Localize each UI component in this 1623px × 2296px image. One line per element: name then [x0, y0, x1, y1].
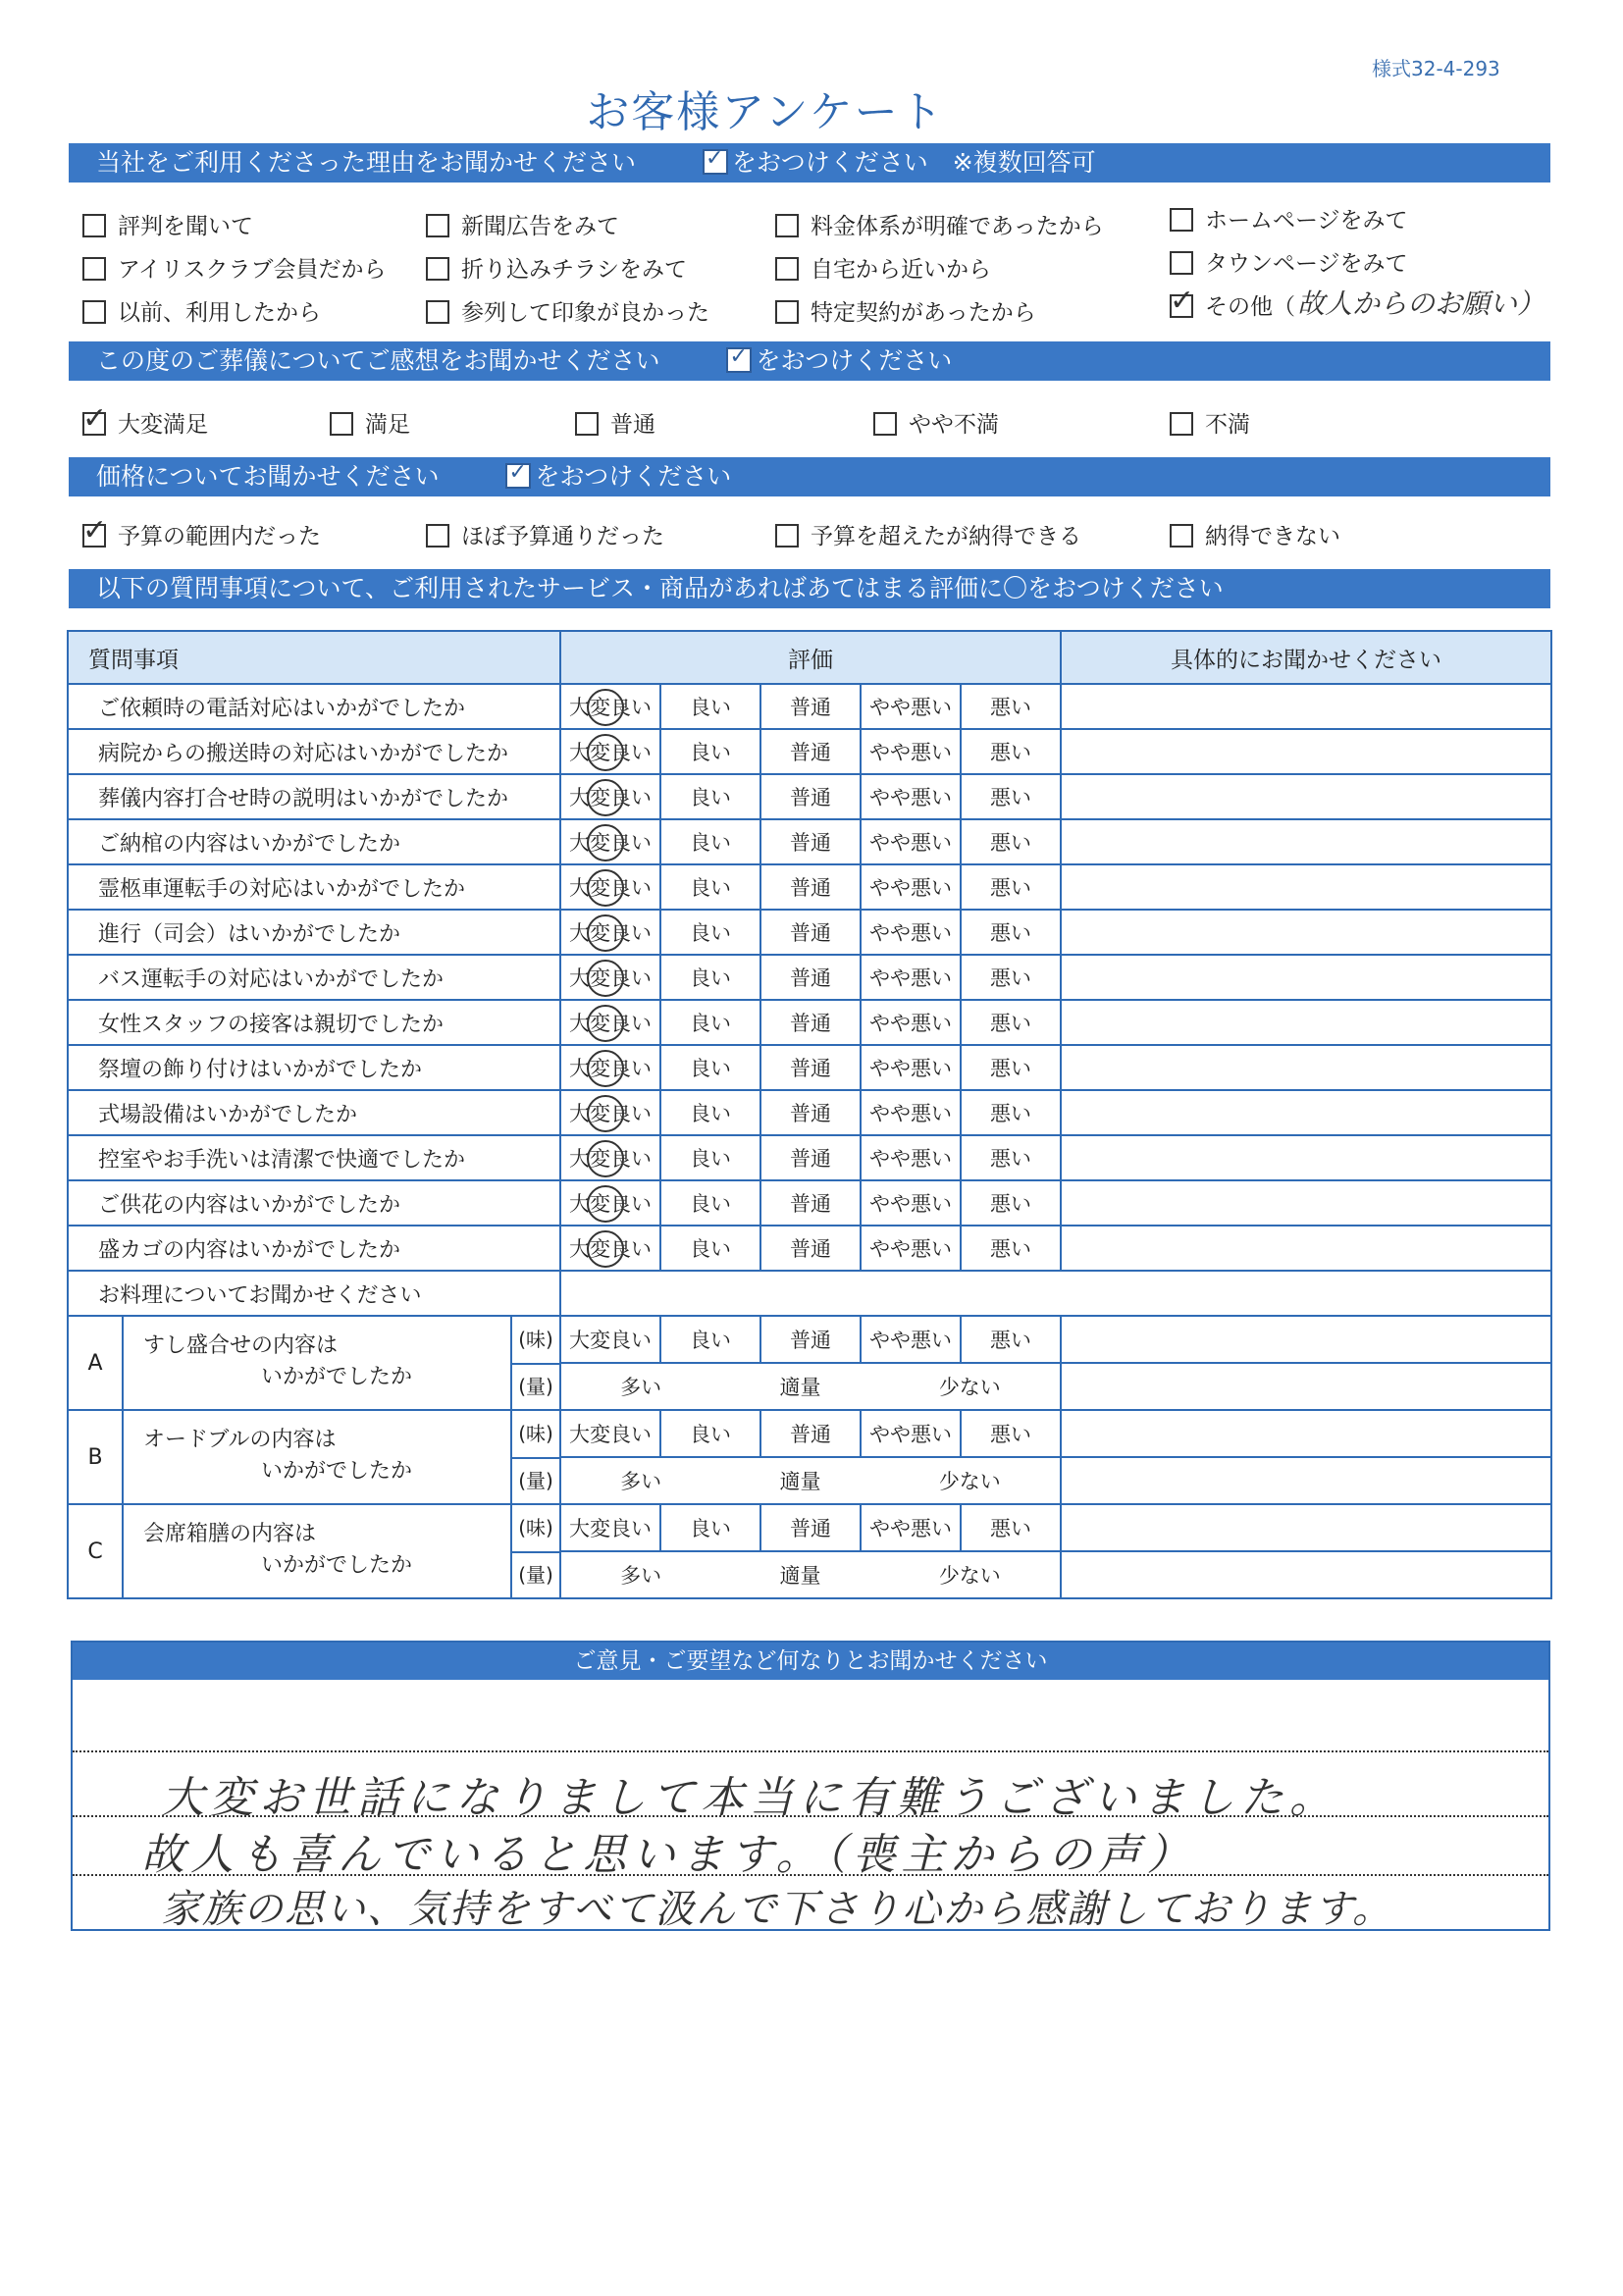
comment-cell[interactable] — [1061, 729, 1551, 774]
option-item[interactable] — [775, 208, 1104, 240]
option-item[interactable] — [1170, 245, 1408, 278]
rating-option[interactable]: 悪い — [961, 1090, 1061, 1135]
checkbox[interactable] — [82, 257, 106, 281]
rating-option[interactable]: 良い — [660, 1410, 760, 1457]
option-item[interactable] — [873, 406, 999, 439]
section-impression-header: この度のご葬儀についてご感想をお聞かせください ✓ をおつけください — [69, 341, 1550, 381]
option-label: 評判を聞いて — [118, 214, 253, 239]
rating-option[interactable]: やや悪い — [861, 910, 961, 955]
table-row — [68, 819, 1551, 864]
question-text: 葬儀内容打合せ時の説明はいかがでしたか — [68, 774, 560, 819]
food-section-header: お料理についてお聞かせください — [68, 1271, 560, 1316]
checkbox[interactable] — [1170, 294, 1193, 318]
rating-option[interactable]: 良い — [660, 1180, 760, 1226]
rating-option[interactable]: 悪い — [961, 819, 1061, 864]
rating-option[interactable]: 悪い — [961, 1316, 1061, 1363]
rating-option[interactable]: 普通 — [760, 1316, 861, 1363]
table-row — [68, 1045, 1551, 1090]
checkmark-icon — [726, 347, 752, 373]
comment-line-1: 大変お世話になりまして本当に有難うございました。 — [161, 1773, 1338, 1823]
amount-option[interactable]: 多い — [620, 1376, 662, 1399]
checkbox[interactable] — [575, 412, 599, 436]
checkbox[interactable] — [82, 214, 106, 237]
comment-cell[interactable] — [1061, 819, 1551, 864]
question-text: ご供花の内容はいかがでしたか — [68, 1180, 560, 1226]
comment-cell[interactable] — [1061, 1551, 1551, 1598]
food-label: B — [69, 1411, 124, 1503]
checkbox[interactable] — [775, 524, 799, 548]
rating-option[interactable]: 大変良い — [560, 1000, 660, 1045]
comment-cell[interactable] — [1061, 955, 1551, 1000]
checkbox[interactable] — [426, 524, 449, 548]
rating-option[interactable]: 良い — [660, 1000, 760, 1045]
rating-option[interactable]: 悪い — [961, 774, 1061, 819]
rating-option[interactable]: 大変良い — [560, 1090, 660, 1135]
option-item[interactable] — [426, 294, 709, 327]
col-question-header: 質問事項 — [68, 631, 560, 684]
option-item[interactable] — [775, 251, 991, 284]
rating-option[interactable]: 大変良い — [560, 819, 660, 864]
comment-cell[interactable] — [1061, 1363, 1551, 1410]
table-row — [68, 910, 1551, 955]
table-row — [68, 1135, 1551, 1180]
rating-option[interactable]: 大変良い — [560, 1316, 660, 1363]
amount-option[interactable]: 少ない — [938, 1470, 1001, 1493]
rating-option[interactable]: 悪い — [961, 1410, 1061, 1457]
comment-header: ご意見・ご要望など何なりとお聞かせください — [73, 1643, 1548, 1680]
food-text-line2: いかがでしたか — [261, 1553, 413, 1578]
rating-option[interactable]: 普通 — [760, 1504, 861, 1551]
checkbox[interactable] — [82, 412, 106, 436]
rating-option[interactable]: 普通 — [760, 955, 861, 1000]
option-item[interactable] — [775, 518, 1081, 550]
checkbox[interactable] — [1170, 524, 1193, 548]
rating-option[interactable]: やや悪い — [861, 1090, 961, 1135]
question-text: 進行（司会）はいかがでしたか — [68, 910, 560, 955]
rating-option[interactable]: 悪い — [961, 1180, 1061, 1226]
option-item[interactable] — [1170, 406, 1250, 439]
comment-cell[interactable] — [1061, 1135, 1551, 1180]
table-row — [68, 1000, 1551, 1045]
checkbox[interactable] — [82, 524, 106, 548]
rating-option[interactable]: 悪い — [961, 910, 1061, 955]
rating-option[interactable]: 良い — [660, 955, 760, 1000]
table-row — [68, 1271, 1551, 1316]
rating-option[interactable]: やや悪い — [861, 1410, 961, 1457]
rating-option[interactable]: 普通 — [760, 1045, 861, 1090]
question-text: ご依頼時の電話対応はいかがでしたか — [68, 684, 560, 729]
food-question — [68, 1316, 560, 1410]
food-label: C — [69, 1505, 124, 1597]
food-text-line2: いかがでしたか — [261, 1365, 413, 1389]
rating-option[interactable]: やや悪い — [861, 684, 961, 729]
option-label: 料金体系が明確であったから — [811, 214, 1104, 239]
col-comment-header: 具体的にお聞かせください — [1061, 631, 1551, 684]
option-item[interactable] — [426, 518, 664, 550]
taste-label: (味) — [512, 1505, 559, 1553]
checkbox[interactable] — [82, 300, 106, 324]
question-text: ご納棺の内容はいかがでしたか — [68, 819, 560, 864]
option-item[interactable] — [330, 406, 410, 439]
option-label: 大変満足 — [118, 412, 208, 438]
table-row — [68, 729, 1551, 774]
question-text: 祭壇の飾り付けはいかがでしたか — [68, 1045, 560, 1090]
food-question — [68, 1410, 560, 1504]
rating-option[interactable]: 普通 — [760, 1135, 861, 1180]
checkbox[interactable] — [873, 412, 897, 436]
rating-option[interactable]: 悪い — [961, 684, 1061, 729]
rating-option[interactable]: やや悪い — [861, 729, 961, 774]
option-label: タウンページをみて — [1205, 251, 1408, 277]
checkbox[interactable] — [1170, 412, 1193, 436]
divider — [73, 1750, 1548, 1752]
rating-option[interactable]: 良い — [660, 819, 760, 864]
rating-option[interactable]: 普通 — [760, 774, 861, 819]
option-label: 満足 — [365, 412, 410, 438]
comment-line-3: 家族の思い、気持をすべて汲んで下さり心から感謝しております。 — [161, 1887, 1393, 1932]
rating-option[interactable]: 普通 — [760, 1090, 861, 1135]
comment-cell[interactable] — [1061, 684, 1551, 729]
comment-line-2: 故人も喜んでいると思います。（喪主からの声） — [141, 1830, 1196, 1880]
rating-option[interactable]: 良い — [660, 910, 760, 955]
rating-option[interactable]: 大変良い — [560, 955, 660, 1000]
page-title: お客様アンケート — [586, 87, 945, 137]
other-reason-handwritten: 故人からのお願い） — [1297, 287, 1545, 320]
question-text: 盛カゴの内容はいかがでしたか — [68, 1226, 560, 1271]
amount-label: (量) — [518, 1375, 553, 1398]
rating-option[interactable]: やや悪い — [861, 819, 961, 864]
rating-option[interactable]: やや悪い — [861, 1135, 961, 1180]
comment-cell[interactable] — [1061, 1316, 1551, 1363]
taste-label: (味) — [512, 1317, 559, 1365]
checkbox[interactable] — [775, 214, 799, 237]
comment-cell[interactable] — [1061, 1457, 1551, 1504]
option-label: 以前、利用したから — [118, 300, 321, 326]
question-text: 控室やお手洗いは清潔で快適でしたか — [68, 1135, 560, 1180]
option-label: 折り込みチラシをみて — [461, 257, 687, 283]
option-item[interactable] — [575, 406, 655, 439]
food-text-line2: いかがでしたか — [261, 1459, 413, 1484]
checkmark-icon — [703, 149, 728, 175]
rating-option[interactable]: 良い — [660, 1316, 760, 1363]
food-text-line1: 会席箱膳の内容は — [143, 1522, 317, 1546]
rating-option[interactable]: 大変良い — [560, 864, 660, 910]
amount-options — [560, 1363, 1061, 1410]
option-item[interactable] — [426, 251, 687, 284]
rating-option[interactable]: 普通 — [760, 864, 861, 910]
comment-cell[interactable] — [1061, 1045, 1551, 1090]
rating-option[interactable]: 大変良い — [560, 774, 660, 819]
amount-option[interactable]: 適量 — [779, 1376, 821, 1399]
rating-option[interactable]: 悪い — [961, 729, 1061, 774]
rating-option[interactable]: 普通 — [760, 729, 861, 774]
amount-options — [560, 1457, 1061, 1504]
rating-option[interactable]: 良い — [660, 729, 760, 774]
rating-option[interactable]: 良い — [660, 684, 760, 729]
question-text: 女性スタッフの接客は親切でしたか — [68, 1000, 560, 1045]
amount-option[interactable]: 少ない — [938, 1376, 1001, 1399]
option-item[interactable] — [426, 208, 619, 240]
food-text-line1: オードブルの内容は — [143, 1428, 337, 1452]
rating-option[interactable]: やや悪い — [861, 1045, 961, 1090]
empty-cell — [560, 1271, 1551, 1316]
checkbox[interactable] — [426, 257, 449, 281]
checkbox[interactable] — [1170, 251, 1193, 275]
table-row — [68, 1090, 1551, 1135]
rating-option[interactable]: 普通 — [760, 910, 861, 955]
amount-option[interactable]: 少ない — [938, 1564, 1001, 1588]
option-label: 参列して印象が良かった — [461, 300, 709, 326]
rating-option[interactable]: 大変良い — [560, 1180, 660, 1226]
rating-option[interactable]: 大変良い — [560, 1135, 660, 1180]
rating-option[interactable]: 大変良い — [560, 910, 660, 955]
rating-option[interactable]: 良い — [660, 1090, 760, 1135]
comment-cell[interactable] — [1061, 910, 1551, 955]
section-price-header: 価格についてお聞かせください ✓ をおつけください — [69, 457, 1550, 496]
rating-option[interactable]: やや悪い — [861, 1316, 961, 1363]
amount-option[interactable]: 適量 — [779, 1470, 821, 1493]
rating-option[interactable]: 良い — [660, 1045, 760, 1090]
amount-option[interactable]: 多い — [620, 1564, 662, 1588]
taste-label: (味) — [512, 1411, 559, 1459]
rating-option[interactable]: 悪い — [961, 1504, 1061, 1551]
option-item[interactable] — [82, 208, 253, 240]
rating-option[interactable]: 普通 — [760, 1000, 861, 1045]
checkbox[interactable] — [426, 300, 449, 324]
rating-option[interactable]: 大変良い — [560, 1226, 660, 1271]
option-label: 新聞広告をみて — [461, 214, 619, 239]
amount-options — [560, 1551, 1061, 1598]
table-row — [68, 955, 1551, 1000]
rating-option[interactable]: 悪い — [961, 955, 1061, 1000]
amount-label: (量) — [518, 1563, 553, 1587]
food-taste-row — [68, 1410, 1551, 1457]
rating-option[interactable]: やや悪い — [861, 1504, 961, 1551]
rating-option[interactable]: 良い — [660, 1135, 760, 1180]
question-text: 病院からの搬送時の対応はいかがでしたか — [68, 729, 560, 774]
rating-option[interactable]: 普通 — [760, 1180, 861, 1226]
rating-option[interactable]: やや悪い — [861, 1226, 961, 1271]
checkmark-icon — [505, 463, 531, 489]
rating-option[interactable]: 悪い — [961, 1045, 1061, 1090]
comment-cell[interactable] — [1061, 864, 1551, 910]
rating-option[interactable]: 悪い — [961, 1226, 1061, 1271]
food-text-line1: すし盛合せの内容は — [143, 1333, 339, 1358]
option-label: アイリスクラブ会員だから — [118, 257, 387, 283]
option-label: 予算の範囲内だった — [118, 524, 321, 549]
option-item[interactable] — [1170, 202, 1408, 235]
rating-option[interactable]: 普通 — [760, 1226, 861, 1271]
food-text — [124, 1411, 510, 1503]
checkbox[interactable] — [330, 412, 353, 436]
rating-option[interactable]: 普通 — [760, 1410, 861, 1457]
rating-option[interactable]: 大変良い — [560, 1410, 660, 1457]
food-taste-row — [68, 1316, 1551, 1363]
option-item[interactable] — [775, 294, 1036, 327]
amount-label: (量) — [518, 1469, 553, 1492]
rating-table — [67, 630, 1552, 1599]
option-label: 自宅から近いから — [811, 257, 991, 283]
amount-option[interactable]: 多い — [620, 1470, 662, 1493]
rating-option[interactable]: 悪い — [961, 1000, 1061, 1045]
question-text: バス運転手の対応はいかがでしたか — [68, 955, 560, 1000]
rating-option[interactable]: 悪い — [961, 864, 1061, 910]
food-question — [68, 1504, 560, 1598]
rating-option[interactable]: 良い — [660, 864, 760, 910]
rating-option[interactable]: 大変良い — [560, 1045, 660, 1090]
col-rating-header: 評価 — [560, 631, 1061, 684]
food-taste-row — [68, 1504, 1551, 1551]
rating-option[interactable]: 良い — [660, 1504, 760, 1551]
option-label: 納得できない — [1205, 524, 1340, 549]
question-text: 霊柩車運転手の対応はいかがでしたか — [68, 864, 560, 910]
table-row — [68, 684, 1551, 729]
food-text — [124, 1505, 510, 1597]
option-label: 不満 — [1205, 412, 1250, 438]
table-row — [68, 1180, 1551, 1226]
checkbox[interactable] — [426, 214, 449, 237]
rating-option[interactable]: 大変良い — [560, 684, 660, 729]
section-rating-header: 以下の質問事項について、ご利用されたサービス・商品があればあてはまる評価に〇をおつけください — [69, 569, 1550, 608]
option-label: ほぼ予算通りだった — [461, 524, 664, 549]
option-item[interactable] — [1170, 288, 1295, 321]
food-text — [124, 1317, 510, 1409]
food-label: A — [69, 1317, 124, 1409]
rating-option[interactable]: やや悪い — [861, 864, 961, 910]
table-row — [68, 864, 1551, 910]
checkbox[interactable] — [1170, 208, 1193, 232]
comment-cell[interactable] — [1061, 774, 1551, 819]
question-text: 式場設備はいかがでしたか — [68, 1090, 560, 1135]
option-label: やや不満 — [909, 412, 999, 438]
comment-cell[interactable] — [1061, 1226, 1551, 1271]
form-number: 様式32-4-293 — [1372, 57, 1500, 80]
option-label: 普通 — [610, 412, 655, 438]
rating-option[interactable]: やや悪い — [861, 774, 961, 819]
option-item[interactable] — [82, 518, 321, 550]
comment-cell[interactable] — [1061, 1090, 1551, 1135]
rating-option[interactable]: 悪い — [961, 1135, 1061, 1180]
option-label: その他（ — [1205, 294, 1295, 320]
option-item[interactable] — [82, 406, 208, 439]
option-label: 予算を超えたが納得できる — [811, 524, 1081, 549]
option-item[interactable] — [82, 251, 386, 284]
option-item[interactable] — [82, 294, 321, 327]
table-row — [68, 774, 1551, 819]
rating-option[interactable]: やや悪い — [861, 1000, 961, 1045]
rating-option[interactable]: 普通 — [760, 819, 861, 864]
rating-option[interactable]: やや悪い — [861, 955, 961, 1000]
rating-option[interactable]: 普通 — [760, 684, 861, 729]
rating-option[interactable]: やや悪い — [861, 1180, 961, 1226]
comment-box — [71, 1641, 1550, 1931]
comment-cell[interactable] — [1061, 1000, 1551, 1045]
table-row — [68, 1226, 1551, 1271]
rating-option[interactable]: 良い — [660, 1226, 760, 1271]
amount-option[interactable]: 適量 — [779, 1564, 821, 1588]
rating-option[interactable]: 大変良い — [560, 1504, 660, 1551]
comment-cell[interactable] — [1061, 1180, 1551, 1226]
rating-option[interactable]: 良い — [660, 774, 760, 819]
checkbox[interactable] — [775, 300, 799, 324]
checkbox[interactable] — [775, 257, 799, 281]
rating-option[interactable]: 大変良い — [560, 729, 660, 774]
section-reason-header: 当社をご利用くださった理由をお聞かせください ✓ をおつけください ※複数回答可 — [69, 143, 1550, 183]
comment-cell[interactable] — [1061, 1410, 1551, 1457]
option-label: 特定契約があったから — [811, 300, 1036, 326]
option-label: ホームページをみて — [1205, 208, 1408, 234]
option-item[interactable] — [1170, 518, 1340, 550]
comment-cell[interactable] — [1061, 1504, 1551, 1551]
